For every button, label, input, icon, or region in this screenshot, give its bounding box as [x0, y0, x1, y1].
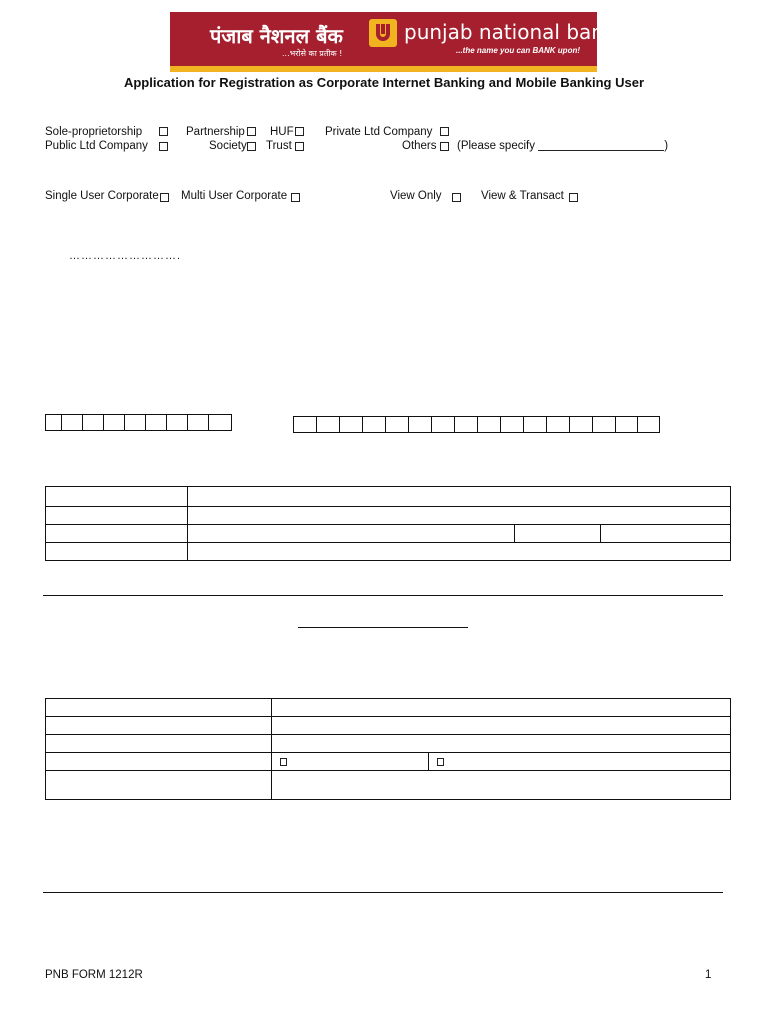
char-box[interactable] — [547, 416, 570, 433]
section-divider — [43, 595, 723, 596]
bank-name-hindi: पंजाब नैशनल बैंक — [210, 24, 343, 48]
form-id: PNB FORM 1212R — [45, 969, 143, 981]
char-box[interactable] — [167, 414, 188, 431]
table-label-cell — [46, 543, 188, 561]
option-others — [402, 139, 437, 153]
table-value-cell[interactable] — [272, 753, 429, 771]
option-label: Others — [402, 140, 437, 152]
table-value-cell[interactable] — [188, 525, 515, 543]
table-row — [46, 487, 731, 507]
table-row — [46, 507, 731, 525]
option-partnership — [186, 125, 245, 139]
char-box[interactable] — [188, 414, 209, 431]
table-value-cell[interactable] — [188, 543, 731, 561]
char-box[interactable] — [524, 416, 547, 433]
char-box[interactable] — [146, 414, 167, 431]
char-box[interactable] — [570, 416, 593, 433]
table-label-cell — [46, 699, 272, 717]
checkbox-multi-user[interactable] — [291, 193, 300, 202]
table-value-cell[interactable] — [601, 525, 731, 543]
table-value-cell[interactable] — [272, 717, 731, 735]
bank-header-banner — [170, 12, 616, 72]
char-box[interactable] — [363, 416, 386, 433]
char-box[interactable] — [340, 416, 363, 433]
char-box[interactable] — [638, 416, 660, 433]
table-label-cell — [46, 487, 188, 507]
option-label: HUF — [270, 126, 294, 138]
checkbox-option-b[interactable] — [437, 758, 444, 766]
char-box[interactable] — [593, 416, 616, 433]
bank-name-english: punjab national bank — [404, 20, 616, 44]
option-multi-user — [181, 189, 287, 203]
option-trust — [266, 139, 292, 153]
pnb-logo-icon — [368, 18, 398, 48]
option-single-user — [45, 189, 159, 203]
table-label-cell — [46, 771, 272, 800]
char-box[interactable] — [386, 416, 409, 433]
table-row — [46, 717, 731, 735]
checkbox-view-only[interactable] — [452, 193, 461, 202]
option-label: Trust — [266, 140, 292, 152]
section-divider — [43, 892, 723, 893]
char-box[interactable] — [209, 414, 232, 431]
char-box[interactable] — [432, 416, 455, 433]
checkbox-single-user[interactable] — [160, 193, 169, 202]
specify-label: (Please specify — [457, 140, 535, 152]
char-box-field-short[interactable] — [45, 414, 232, 431]
checkbox-option-a[interactable] — [280, 758, 287, 766]
specify-close: ) — [664, 140, 669, 152]
option-label: View Only — [390, 190, 442, 202]
table-row — [46, 753, 731, 771]
checkbox-trust[interactable] — [295, 142, 304, 151]
table-label-cell — [46, 735, 272, 753]
dotted-leader: ………………………. — [69, 250, 182, 262]
char-box[interactable] — [83, 414, 104, 431]
table-label-cell — [46, 753, 272, 771]
option-private-ltd — [325, 125, 432, 139]
table-label-cell — [46, 525, 188, 543]
option-view-only — [390, 189, 442, 203]
others-specify-field — [457, 139, 668, 153]
char-box[interactable] — [455, 416, 478, 433]
option-label: Partnership — [186, 126, 245, 138]
char-box-field-long[interactable] — [293, 416, 660, 433]
page-number: 1 — [705, 969, 712, 981]
checkbox-sole-proprietorship[interactable] — [159, 127, 168, 136]
table-row — [46, 699, 731, 717]
specify-input-line[interactable] — [538, 139, 664, 151]
table-value-cell[interactable] — [515, 525, 601, 543]
option-view-transact — [481, 189, 564, 203]
char-box[interactable] — [294, 416, 317, 433]
checkbox-huf[interactable] — [295, 127, 304, 136]
option-label: Sole-proprietorship — [45, 126, 143, 138]
char-box[interactable] — [104, 414, 125, 431]
checkbox-public-ltd[interactable] — [159, 142, 168, 151]
char-box[interactable] — [317, 416, 340, 433]
option-huf — [270, 125, 294, 139]
checkbox-private-ltd[interactable] — [440, 127, 449, 136]
section-heading-underline — [298, 627, 468, 628]
char-box[interactable] — [62, 414, 83, 431]
checkbox-others[interactable] — [440, 142, 449, 151]
option-label: Private Ltd Company — [325, 126, 433, 138]
bank-tagline-hindi: ...भरोसे का प्रतीक ! — [282, 49, 343, 58]
details-table-2 — [45, 698, 731, 800]
option-label: Public Ltd Company — [45, 140, 148, 152]
table-value-cell[interactable] — [272, 771, 731, 800]
bank-tagline-english: ...the name you can BANK upon! — [456, 46, 581, 55]
table-row — [46, 525, 731, 543]
table-label-cell — [46, 507, 188, 525]
table-row — [46, 543, 731, 561]
table-value-cell[interactable] — [429, 753, 731, 771]
checkbox-view-transact[interactable] — [569, 193, 578, 202]
table-value-cell[interactable] — [272, 699, 731, 717]
char-box[interactable] — [125, 414, 146, 431]
char-box[interactable] — [501, 416, 524, 433]
checkbox-society[interactable] — [247, 142, 256, 151]
table-label-cell — [46, 717, 272, 735]
option-label: View & Transact — [481, 190, 564, 202]
table-row — [46, 735, 731, 753]
table-value-cell[interactable] — [188, 487, 731, 507]
form-title: Application for Registration as Corporate Internet Banking and Mobile Banking User — [123, 75, 645, 90]
char-box[interactable] — [478, 416, 501, 433]
table-row — [46, 771, 731, 800]
option-label: Single User Corporate — [45, 190, 159, 202]
option-sole-proprietorship — [45, 125, 142, 139]
option-society — [209, 139, 247, 153]
char-box[interactable] — [409, 416, 432, 433]
option-label: Society — [209, 140, 247, 152]
details-table-1 — [45, 486, 731, 561]
char-box[interactable] — [46, 414, 62, 431]
table-value-cell[interactable] — [272, 735, 731, 753]
option-label: Multi User Corporate — [181, 190, 288, 202]
char-box[interactable] — [616, 416, 638, 433]
option-public-ltd — [45, 139, 148, 153]
table-value-cell[interactable] — [188, 507, 731, 525]
checkbox-partnership[interactable] — [247, 127, 256, 136]
